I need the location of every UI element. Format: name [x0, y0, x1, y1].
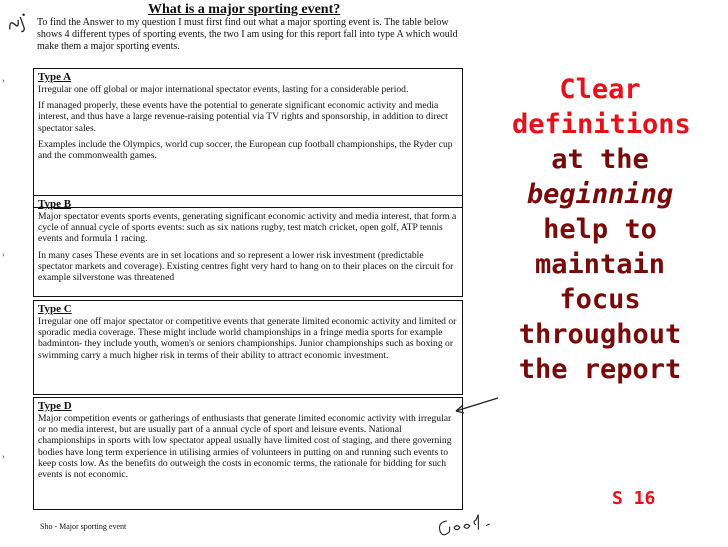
figure-caption: Sho - Major sporting event [40, 522, 127, 531]
corner-handwritten-mark [2, 8, 36, 42]
annotation-line: throughout [518, 319, 682, 350]
type-d-box [33, 397, 463, 510]
annotation-note [512, 72, 691, 387]
intro-paragraph: To find the Answer to my question I must first find out what a major sporting event is. The table below shows 4 different types of sporting events, the two I am using for this report fall into type A which would make them a major sporting events. [37, 17, 458, 52]
annotation-line: help to [543, 214, 657, 245]
type-a-paragraph: Irregular one off global or major international spectator events, lasting for a considerable period. [38, 84, 409, 95]
slide-reference: S 16 [612, 488, 656, 509]
type-c-box [33, 300, 463, 395]
type-b-paragraph: Major spectator events sports events, generating significant economic activity and media interest, that form a cycle of annual cycle of sports events: such as six nations rugby, test match cricket, open golf, ATP tennis events and formula 1 racing. [38, 211, 457, 245]
annotation-line: definitions [512, 109, 691, 140]
type-d-paragraph: Major competition events or gatherings of enthusiasts that generate limited economic activity with irregular or no media interest, but are usually part of a annual cycle of sport and leisure events. National championships in sports with low spectator appeal usually have limited cost of staging, and there governing bodies have long term experience in utilising armies of volunteers in putting on and running such events to keep costs low. As the benefits do outweigh the costs in economic terms, the rationale for bidding for such events is not economic. [38, 413, 452, 481]
type-a-paragraph: If managed properly, these events have the potential to generate significant economic activity and media interest, and thus have a large revenue-raising potential via TV rights and sponsorship, in addition to direct spectator sales. [38, 100, 448, 134]
signature-drawing [434, 508, 503, 543]
annotation-line: at the [551, 144, 649, 175]
annotation-line: beginning [526, 179, 674, 210]
handwritten-mark-drawing [2, 8, 34, 38]
type-b-heading: Type B [38, 198, 72, 210]
type-c-paragraph: Irregular one off major spectator or competitive events that generate limited economic activity and limited or sporadic media coverage. These might include world championships in a fringe media sports for example badminton- they include youth, women's or seniors championships. Junior championships such as boxing or swimming carry a much higher risk in terms of their ability to attract economic investment. [38, 316, 457, 361]
handwritten-signature [434, 508, 504, 547]
type-b-box [33, 195, 463, 297]
type-b-paragraph: In many cases These events are in set locations and so represent a lower risk investment (predictable spectator markets and coverage). Existing centres fight very hard to hang on to their places on the circuit for example silverstone was threatened [38, 249, 454, 284]
margin-tick-mark: › [2, 250, 5, 259]
document-title: What is a major sporting event? [148, 2, 341, 17]
handwritten-arrow-icon [452, 395, 500, 417]
annotation-line: focus [559, 284, 641, 315]
type-a-heading: Type A [38, 71, 72, 83]
type-c-heading: Type C [38, 303, 72, 315]
margin-tick-mark: › [2, 76, 5, 85]
annotation-line: maintain [534, 249, 666, 280]
type-a-paragraph: Examples include the Olympics, world cup soccer, the European cup football championships, the Ryder cup and the commonwealth games. [38, 138, 453, 162]
margin-tick-mark: › [2, 452, 5, 461]
annotation-line: Clear [559, 74, 641, 105]
type-a-box [33, 68, 463, 208]
annotation-line: the report [518, 354, 682, 385]
type-d-heading: Type D [38, 400, 72, 412]
